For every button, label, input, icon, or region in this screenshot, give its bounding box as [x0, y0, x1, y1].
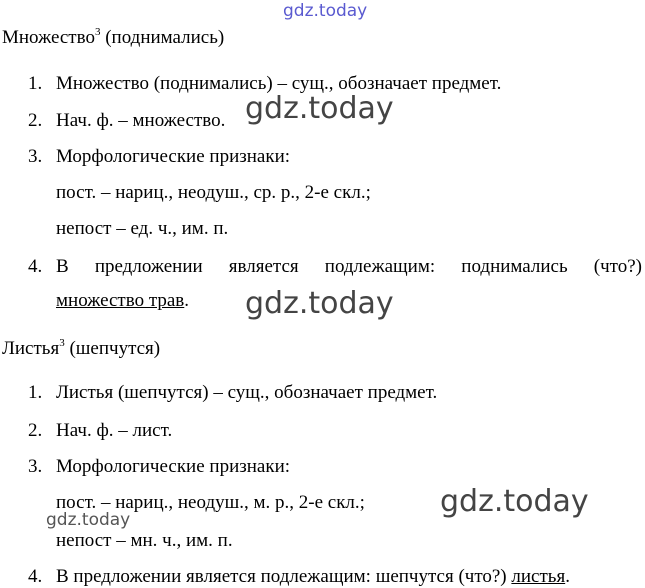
- section-1-item-1: [28, 73, 502, 95]
- item-number: 3.: [28, 146, 43, 167]
- subject-underlined: множество трав: [56, 290, 185, 311]
- section-2-item-3: [28, 456, 291, 478]
- item-number: 1.: [28, 73, 43, 94]
- watermark: gdz.today: [46, 510, 131, 530]
- item-text: Множество (поднимались) – сущ., обозначает предмет.: [56, 73, 502, 94]
- section-1-item-4: [28, 256, 642, 278]
- section-1-word: Множество: [2, 27, 95, 48]
- section-2-word: Листья: [2, 338, 60, 359]
- watermark: gdz.today: [440, 484, 589, 519]
- section-1-const-features: пост. – нариц., неодуш., ср. р., 2-е скл.;: [56, 182, 371, 203]
- section-1-item-3: [28, 146, 291, 168]
- watermark: gdz.today: [245, 286, 394, 321]
- item-text: Морфологические признаки:: [56, 456, 291, 477]
- item-text: Морфологические признаки:: [56, 146, 291, 167]
- item-number: 1.: [28, 382, 43, 403]
- item-text: Нач. ф. – лист.: [56, 420, 173, 441]
- item-number: 2.: [28, 110, 43, 131]
- section-2-sup: 3: [59, 337, 65, 349]
- item-number: 4.: [28, 256, 43, 277]
- watermark: gdz.today: [245, 91, 394, 126]
- item-text: Нач. ф. – множество.: [56, 110, 226, 131]
- item-number: 3.: [28, 456, 43, 477]
- period: .: [565, 566, 570, 587]
- section-1-heading: [2, 27, 224, 49]
- subject-underlined: листья: [511, 566, 566, 587]
- item-text: В предложении является подлежащим: поднимались (что?): [56, 256, 642, 277]
- section-1-context: (поднимались): [105, 27, 225, 48]
- section-2-heading: [2, 338, 160, 360]
- period: .: [184, 290, 190, 311]
- item-number: 2.: [28, 420, 43, 441]
- section-2-item-4: [28, 566, 570, 588]
- section-1-item-2: [28, 110, 226, 132]
- section-2-item-1: [28, 382, 438, 404]
- section-2-context: (шепчутся): [69, 338, 161, 359]
- item-number: 4.: [28, 566, 43, 587]
- section-1-sup: 3: [94, 26, 101, 38]
- section-2-var-features: непост – мн. ч., им. п.: [56, 530, 233, 551]
- section-1-var-features: непост – ед. ч., им. п.: [56, 218, 229, 239]
- section-2-item-2: [28, 420, 173, 442]
- item-text: Листья (шепчутся) – сущ., обозначает предмет.: [56, 382, 438, 403]
- watermark-top: gdz.today: [283, 1, 368, 21]
- section-1-item-4-continuation: [56, 290, 189, 312]
- section-2-const-features: пост. – нариц., неодуш., м. р., 2-е скл.;: [56, 492, 365, 513]
- item-text: В предложении является подлежащим: шепчутся (что?): [56, 566, 507, 587]
